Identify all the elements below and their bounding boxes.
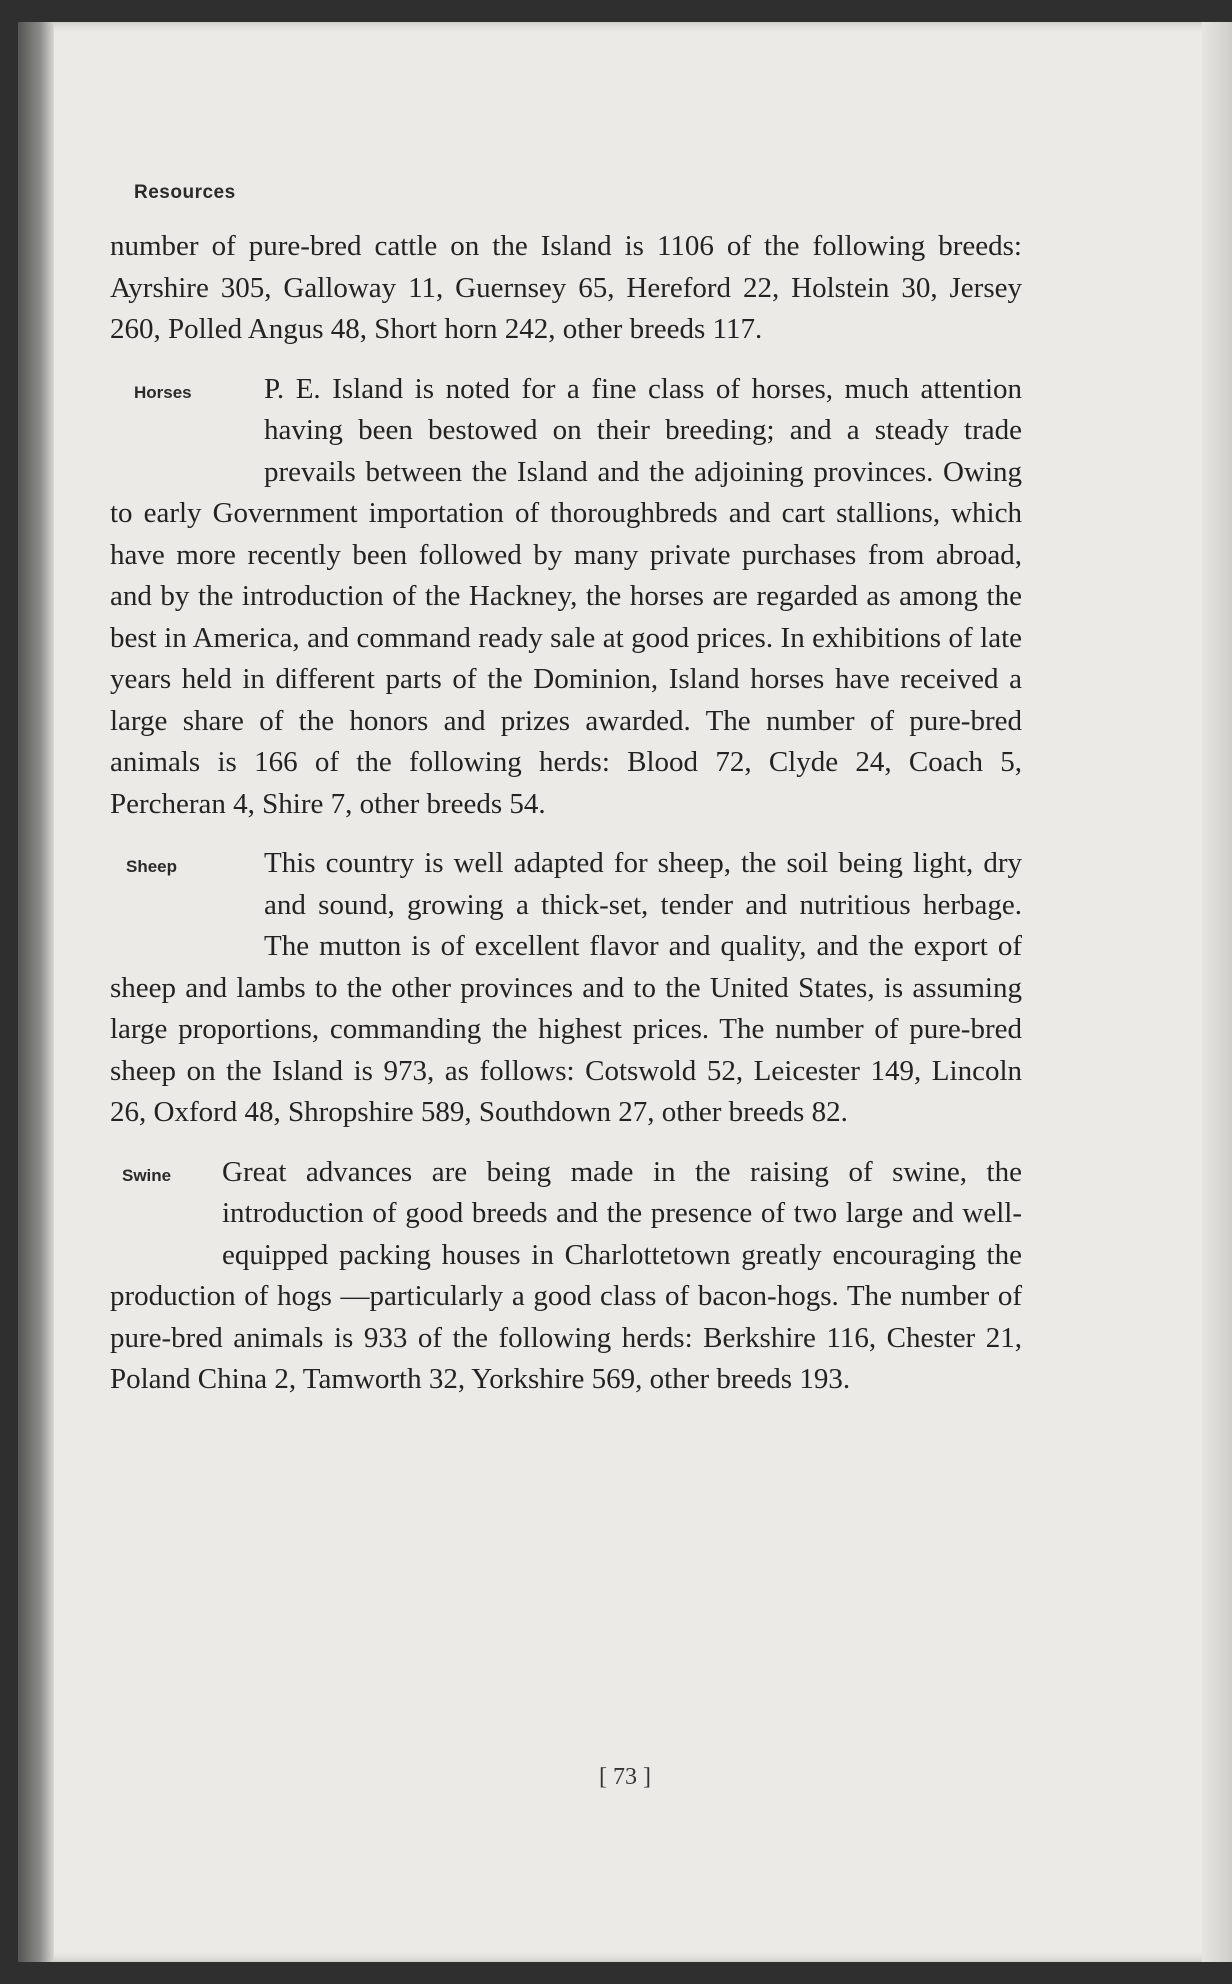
section-swine bbox=[110, 1152, 1022, 1401]
book-page bbox=[18, 22, 1232, 1962]
sidenote-sheep: Sheep bbox=[126, 857, 178, 876]
page-edge bbox=[1202, 22, 1232, 1962]
section-horses bbox=[110, 369, 1022, 826]
paragraph-horses: P. E. Island is noted for a fine class of horses, much attention having been bestowed on their breeding; and a steady trade prevails between the Island and the adjoining provinces. Owing to early Government importation of thoroughbreds and cart stallions, which have more recently been followed by many private purchases from abroad, and by the introduction of the Hackney, the horses are regarded as among the best in America, and command ready sale at good prices. In exhibitions of late years held in different parts of the Dominion, Island horses have received a large share of the honors and prizes awarded. The number of pure-bred animals is 166 of the following herds: Blood 72, Clyde 24, Coach 5, Percheran 4, Shire 7, other breeds 54. bbox=[110, 372, 1022, 820]
page-gutter bbox=[18, 22, 54, 1962]
page-number: [ 73 ] bbox=[599, 1764, 651, 1790]
paragraph-sheep: This country is well adapted for sheep, the soil being light, dry and sound, growing a thick-set, tender and nutritious herbage. The mutton is of excellent flavor and quality, and the export of sheep and lambs to the other provinces and to the United States, is assuming large proportions, commanding the highest prices. The number of pure-bred sheep on the Island is 973, as follows: Cotswold 52, Leicester 149, Lincoln 26, Oxford 48, Shropshire 589, Southdown 27, other breeds 82. bbox=[110, 847, 1022, 1128]
page-content bbox=[110, 182, 1022, 1401]
running-head: Resources bbox=[134, 182, 236, 203]
sidenote-swine: Swine bbox=[122, 1165, 172, 1185]
paragraph-cattle: number of pure-bred cattle on the Island is 1106 of the following breeds: Ayrshire 305, Galloway 11, Guernsey 65, Hereford 22, Holstein 30, Jersey 260, Polled Angus 48, Short horn 242, other breeds 117. bbox=[110, 230, 1022, 345]
paragraph-swine: Great advances are being made in the raising of swine, the introduction of good breeds and the presence of two large and well-equipped packing houses in Charlottetown greatly encouraging the production of hogs —particularly a good class of bacon-hogs. The number of pure-bred animals is 933 of the following herds: Berkshire 116, Chester 21, Poland China 2, Tamworth 32, Yorkshire 569, other breeds 193. bbox=[110, 1155, 1022, 1395]
section-sheep bbox=[110, 843, 1022, 1134]
sidenote-horses: Horses bbox=[134, 382, 192, 402]
